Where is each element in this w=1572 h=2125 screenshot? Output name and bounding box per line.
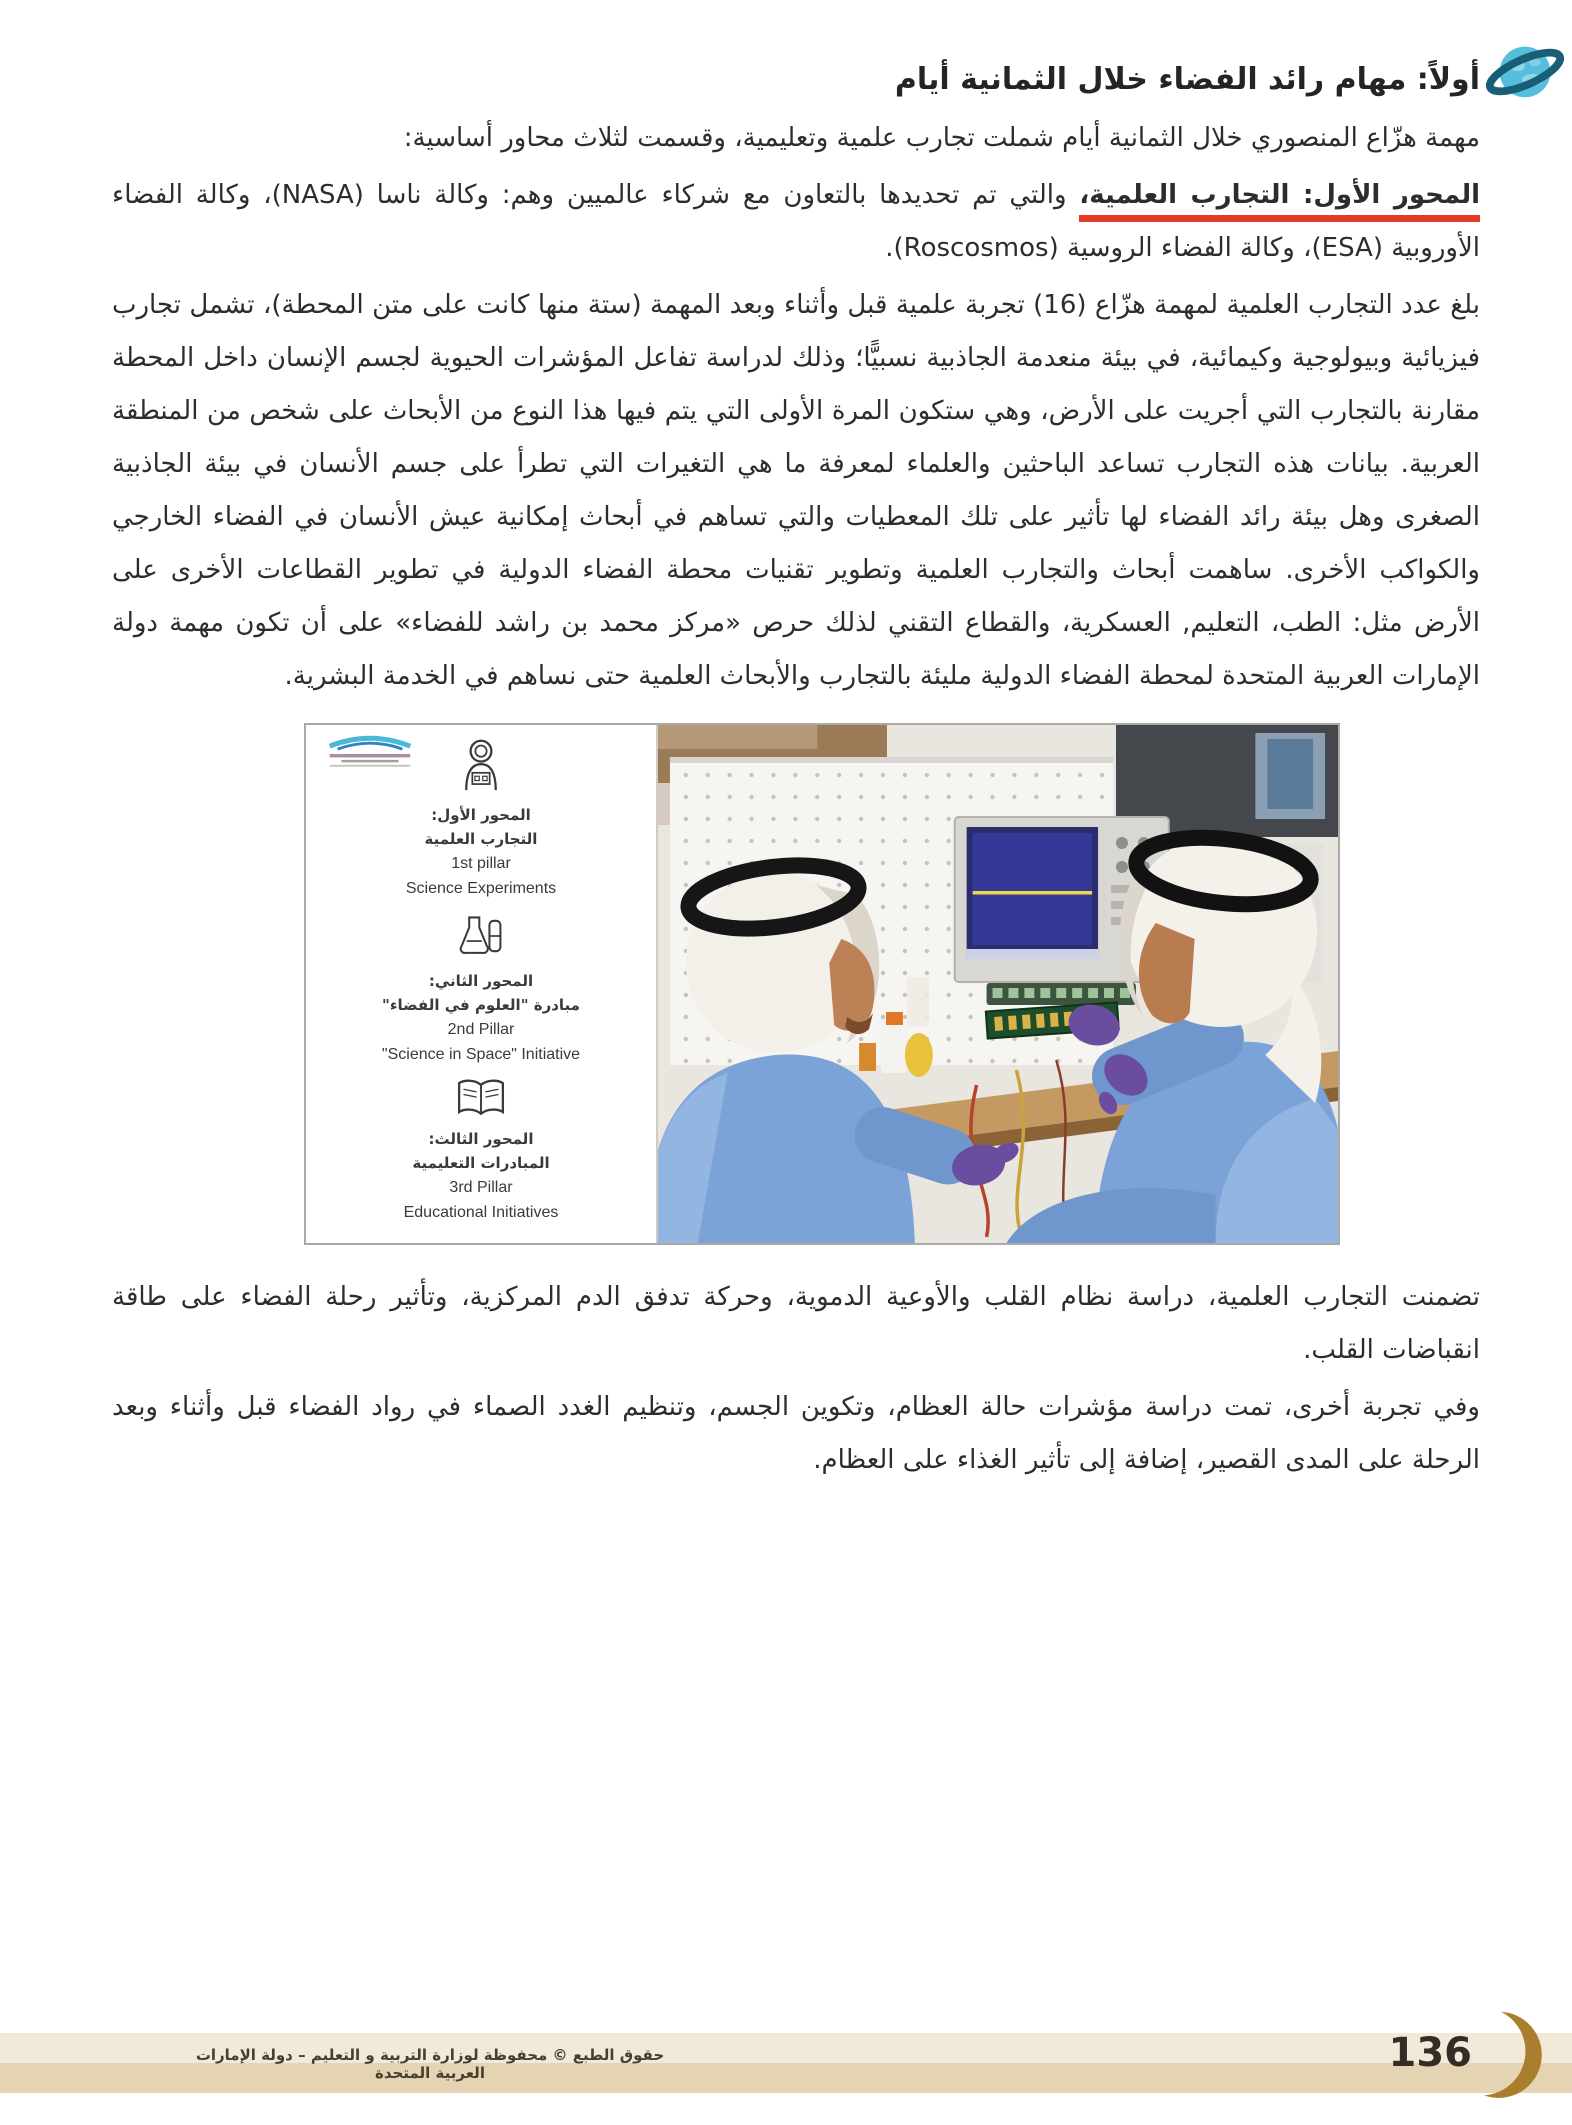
pillar1-rest: والتي تم تحديدها بالتعاون مع شركاء عالميين وهم: وكالة ناسا (NASA)، وكالة الفضاء الأوروبية (ESA)، وكالة الفضاء الروسية (Roscosmos). xyxy=(112,180,1480,263)
pillar1-english-sub: Science Experiments xyxy=(405,880,557,897)
mission-pillars-figure xyxy=(304,723,1340,1245)
title-row xyxy=(112,58,1480,102)
page-title: أولاً: مهام رائد الفضاء خلال الثمانية أيام xyxy=(894,62,1480,97)
pillar3-arabic-title: المحور الثالث: xyxy=(428,1130,534,1148)
pillar1-arabic-sub: التجارب العلمية xyxy=(424,830,538,848)
footer-copyright: حقوق الطبع © محفوظة لوزارة التربية و التعليم – دولة الإمارات العربية المتحدة xyxy=(195,2046,665,2082)
astronaut-icon xyxy=(455,737,507,793)
mbrsc-logo xyxy=(316,733,424,773)
pillar1-heading: المحور الأول: التجارب العلمية، xyxy=(1079,180,1480,222)
pillar1-arabic-title: المحور الأول: xyxy=(431,806,531,824)
pillar2-arabic-sub: مبادرة "العلوم في الفضاء" xyxy=(382,996,580,1014)
pillar3-english-title: 3rd Pillar xyxy=(449,1179,513,1196)
pillar2-english-sub: "Science in Space" Initiative xyxy=(381,1046,581,1063)
pillar1-paragraph xyxy=(112,169,1480,275)
bone-study-paragraph: وفي تجربة أخرى، تمت دراسة مؤشرات حالة العظام، وتكوين الجسم، وتنظيم الغدد الصماء في رواد الفضاء قبل وأثناء وبعد الرحلة على المدى القصير، إضافة إلى تأثير الغذاء على العظام. xyxy=(112,1392,1480,1475)
pillars-side-panel xyxy=(306,725,656,1243)
open-book-icon xyxy=(453,1077,509,1119)
pillar3-english-sub: Educational Initiatives xyxy=(403,1204,559,1221)
intro-paragraph: مهمة هزّاع المنصوري خلال الثمانية أيام شملت تجارب علمية وتعليمية، وقسمت لثلاث محاور أساسية: xyxy=(403,123,1480,153)
page-number: 136 xyxy=(1388,2030,1472,2076)
pillar1-english-title: 1st pillar xyxy=(451,855,511,872)
pillar3-arabic-sub: المبادرات التعليمية xyxy=(412,1154,550,1172)
experiments-paragraph: بلغ عدد التجارب العلمية لمهمة هزّاع (16) تجربة علمية قبل وأثناء وبعد المهمة (ستة منها كانت على متن المحطة)، تشمل تجارب فيزيائية وبيولوجية وكيمائية، في بيئة منعدمة الجاذبية نسبيًّا؛ وذلك لدراسة تفاعل المؤشرات الحيوية لجسم الإنسان داخل المحطة مقارنة بالتجارب التي أجريت على الأرض، وهي ستكون المرة الأولى التي يتم فيها هذا النوع من الأبحاث على شخص من المنطقة العربية. بيانات هذه التجارب تساعد الباحثين والعلماء لمعرفة ما هي التغيرات التي تطرأ على جسم الأنسان في بيئة الجاذبية الصغرى وهل بيئة رائد الفضاء لها تأثير على تلك المعطيات والتي تساهم في أبحاث إمكانية عيش الأنسان في الفضاء الخارجي والكواكب الأخرى. ساهمت أبحاث والتجارب العلمية وتطوير تقنيات محطة الفضاء الدولية في تطوير القطاعات الأخرى على الأرض مثل: الطب، التعليم, العسكرية، والقطاع التقني لذلك حرص «مركز محمد بن راشد للفضاء» على أن تكون مهمة دولة الإمارات العربية المتحدة لمحطة الفضاء الدولية مليئة بالتجارب والأبحاث العلمية حتى نساهم في الخدمة البشرية. xyxy=(112,290,1480,691)
flasks-icon xyxy=(454,913,508,959)
heart-study-paragraph: تضمنت التجارب العلمية، دراسة نظام القلب والأوعية الدموية، وحركة تدفق الدم المركزية، وتأثير رحلة الفضاء على طاقة انقباضات القلب. xyxy=(112,1282,1480,1365)
saturn-planet-icon xyxy=(1484,32,1566,110)
pillar2-arabic-title: المحور الثاني: xyxy=(428,972,534,990)
figure-photo-lab-scene xyxy=(656,725,1338,1243)
pillar2-english-title: 2nd Pillar xyxy=(447,1021,515,1038)
